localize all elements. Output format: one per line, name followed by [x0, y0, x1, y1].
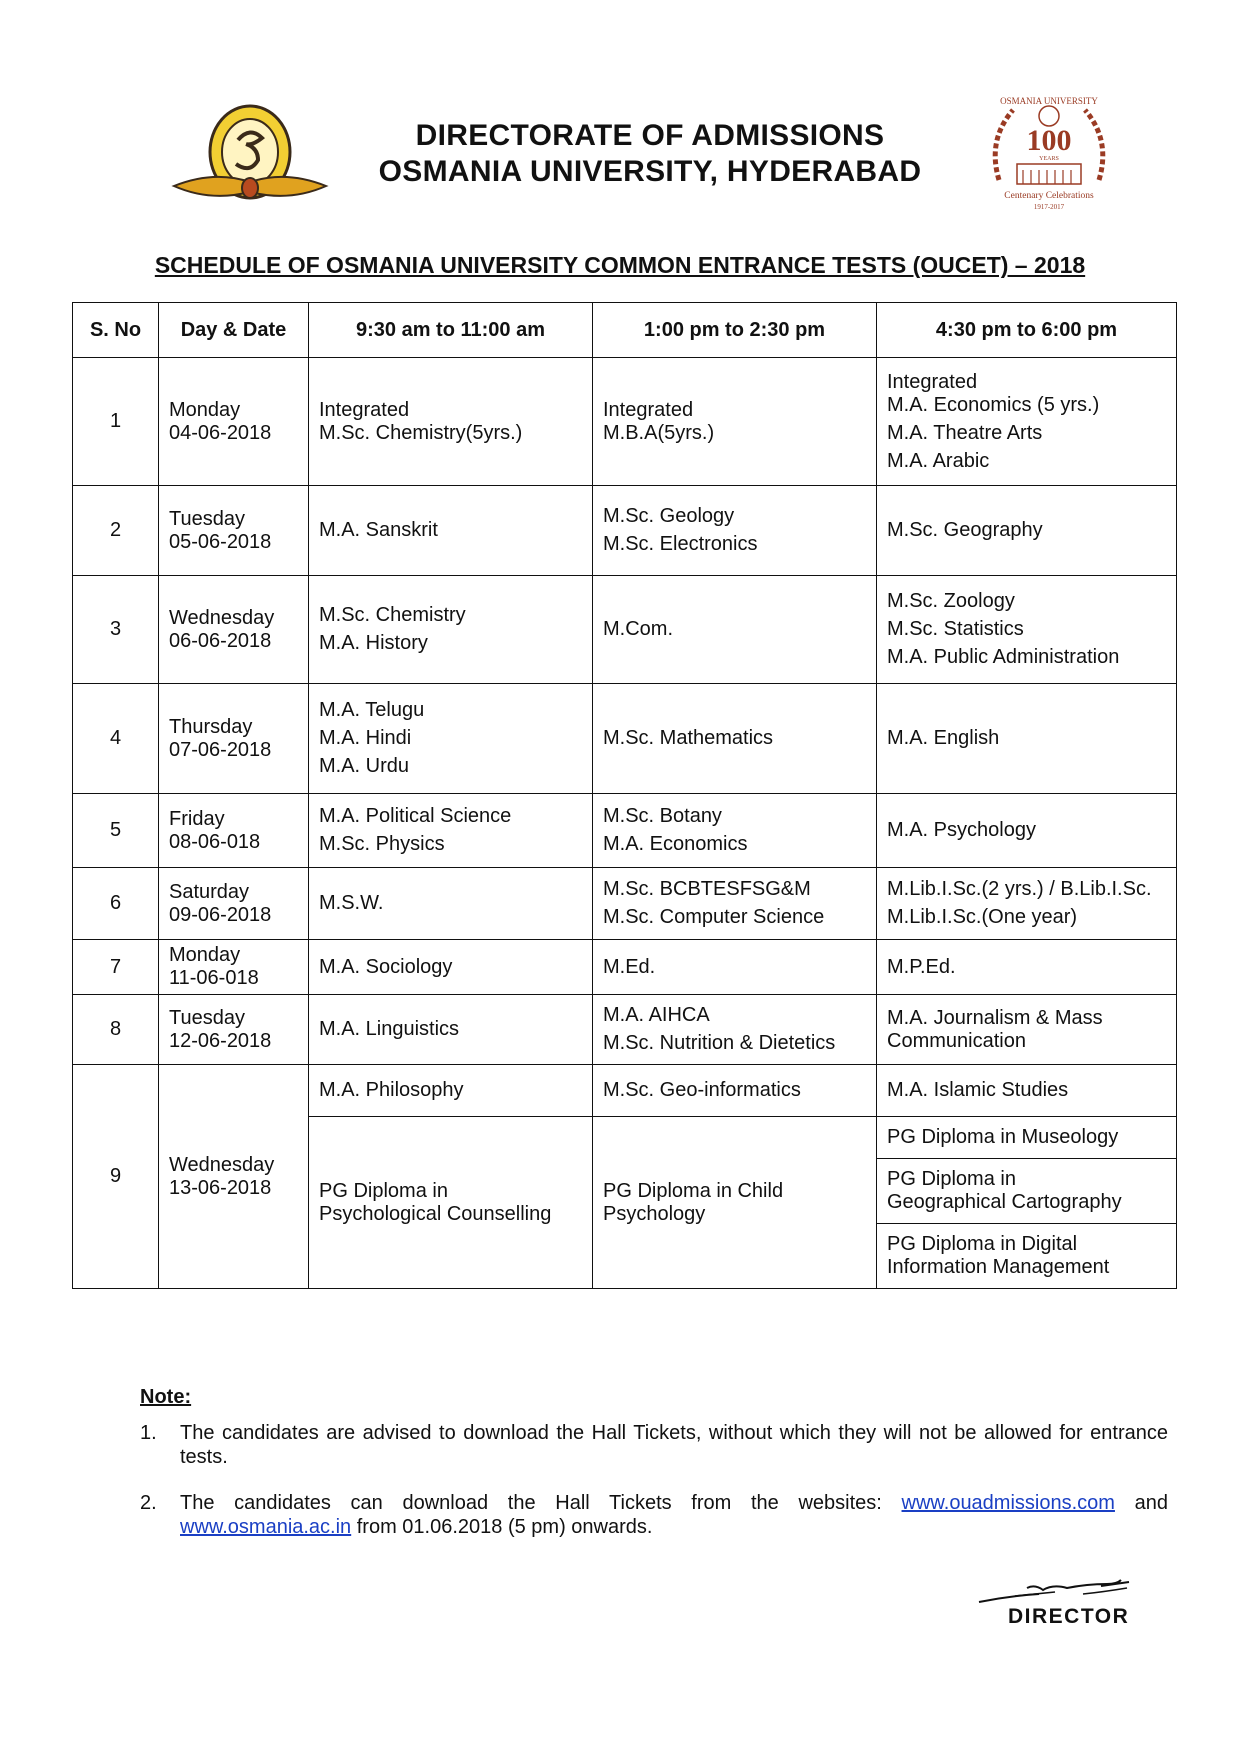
- table-row: [73, 1065, 1177, 1117]
- program-name: M.P.Ed.: [887, 955, 956, 978]
- slot1-cell: [309, 940, 593, 995]
- exam-date: 09-06-2018: [169, 903, 272, 926]
- header-morning-slot: 9:30 am to 11:00 am: [309, 303, 593, 358]
- note-text: The candidates are advised to download the Hall Tickets, without which they will not be allowed for entrance tests.: [180, 1422, 1168, 1468]
- slot3-cell: [877, 995, 1177, 1065]
- program-name: Integrated M.B.A(5yrs.): [603, 398, 715, 444]
- exam-date: 08-06-018: [169, 830, 261, 853]
- table-row: [73, 684, 1177, 794]
- exam-date: 05-06-2018: [169, 530, 272, 553]
- day-name: Friday: [169, 807, 225, 830]
- table-row: [73, 486, 1177, 576]
- program-name: PG Diploma in Geographical Cartography: [887, 1168, 1122, 1213]
- program-name: M.A. History: [319, 632, 428, 654]
- centenary-arc-text: OSMANIA UNIVERSITY: [1000, 96, 1098, 106]
- centenary-span: 1917-2017: [1033, 203, 1065, 211]
- program-name: M.A. Theatre Arts: [887, 421, 1043, 444]
- program-name: Integrated M.Sc. Chemistry(5yrs.): [319, 398, 523, 444]
- serial-number-cell: 7: [73, 940, 159, 995]
- program-name: M.Ed.: [603, 955, 656, 978]
- program-name: M.Sc. Geography: [887, 519, 1043, 541]
- centenary-years: YEARS: [1039, 156, 1059, 162]
- day-name: Tuesday: [169, 1006, 245, 1029]
- day-name: Monday: [169, 944, 241, 966]
- program-name: M.Lib.I.Sc.(One year): [887, 906, 1078, 928]
- exam-date: 12-06-2018: [169, 1029, 272, 1052]
- slot3-cell: [877, 1224, 1177, 1289]
- note-item-2: [140, 1491, 1168, 1539]
- slot1-cell: [309, 868, 593, 940]
- program-name: M.A. AIHCA: [603, 1004, 710, 1026]
- day-date-cell: [159, 576, 309, 684]
- schedule-body: [73, 358, 1177, 1289]
- day-name: Tuesday: [169, 507, 245, 530]
- slot1-cell: [309, 1117, 593, 1289]
- slot3-cell: [877, 576, 1177, 684]
- serial-number-cell: 9: [73, 1065, 159, 1289]
- link-osmania[interactable]: www.osmania.ac.in: [180, 1516, 352, 1538]
- slot3-cell: M.A. Islamic Studies: [877, 1065, 1177, 1117]
- program-name: M.A. Hindi: [319, 727, 412, 749]
- centenary-number: 100: [1026, 124, 1072, 157]
- table-row: [73, 995, 1177, 1065]
- slot3-cell: [877, 868, 1177, 940]
- centenary-caption: Centenary Celebrations: [1004, 191, 1094, 201]
- notes-section: [140, 1385, 1168, 1561]
- program-name: PG Diploma in Digital Information Management: [887, 1233, 1110, 1278]
- header-title-line2: OSMANIA UNIVERSITY, HYDERABAD: [378, 155, 922, 188]
- table-row: [73, 576, 1177, 684]
- slot1-cell: [309, 995, 593, 1065]
- note-number: 2.: [140, 1492, 157, 1514]
- note-label: Note:: [140, 1386, 192, 1408]
- program-name: PG Diploma in Child Psychology: [603, 1179, 784, 1225]
- serial-number-cell: 3: [73, 576, 159, 684]
- slot3-cell: [877, 1117, 1177, 1159]
- program-name: M.Sc. Electronics: [603, 533, 758, 555]
- program-name: M.A. Sanskrit: [319, 519, 438, 541]
- day-name: Monday: [169, 398, 241, 421]
- program-name: M.A. Linguistics: [319, 1018, 460, 1040]
- day-name: Saturday: [169, 880, 250, 903]
- program-name: M.Sc. Statistics: [887, 618, 1024, 640]
- osmania-university-crest-logo: [170, 102, 330, 212]
- serial-number-cell: 4: [73, 684, 159, 794]
- day-name: Wednesday: [169, 606, 275, 629]
- day-date-cell: [159, 684, 309, 794]
- program-name: M.Sc. Zoology: [887, 590, 1015, 612]
- note-text-suffix: from 01.06.2018 (5 pm) onwards.: [356, 1516, 653, 1538]
- program-name: M.Lib.I.Sc.(2 yrs.) / B.Lib.I.Sc.: [887, 878, 1152, 900]
- slot3-cell: [877, 794, 1177, 868]
- slot3-cell: [877, 358, 1177, 486]
- program-name: M.S.W.: [319, 892, 384, 914]
- serial-number-cell: 8: [73, 995, 159, 1065]
- slot3-cell: [877, 486, 1177, 576]
- slot2-cell: [593, 684, 877, 794]
- exam-date: 07-06-2018: [169, 738, 272, 761]
- program-name: M.A. Urdu: [319, 755, 410, 777]
- program-name: M.Sc. Mathematics: [603, 727, 774, 749]
- program-name: M.Sc. Nutrition & Dietetics: [603, 1032, 836, 1054]
- program-name: M.Sc. Computer Science: [603, 906, 825, 928]
- schedule-table: [72, 302, 1177, 1289]
- link-ouadmissions[interactable]: www.ouadmissions.com: [901, 1492, 1115, 1514]
- schedule-title: SCHEDULE OF OSMANIA UNIVERSITY COMMON ENTRANCE TESTS (OUCET) – 2018: [154, 252, 1086, 278]
- centenary-celebrations-logo: [985, 88, 1113, 218]
- program-name: M.A. Telugu: [319, 699, 425, 721]
- table-row: [73, 358, 1177, 486]
- program-name: M.Sc. Botany: [603, 805, 722, 827]
- day-name: Thursday: [169, 715, 253, 738]
- header-day-date: Day & Date: [159, 303, 309, 358]
- program-name: M.A. English: [887, 727, 1000, 749]
- note-text: [180, 1491, 1168, 1539]
- program-name: PG Diploma in Psychological Counselling: [319, 1179, 552, 1225]
- program-name: M.A. Arabic: [887, 449, 990, 472]
- day-date-cell: [159, 868, 309, 940]
- director-label: DIRECTOR: [1008, 1605, 1130, 1628]
- page-header: [340, 118, 960, 190]
- program-name: M.A. Political Science: [319, 805, 512, 827]
- slot2-cell: [593, 576, 877, 684]
- day-date-cell: [159, 995, 309, 1065]
- exam-date: 13-06-2018: [169, 1176, 272, 1199]
- slot2-cell: [593, 358, 877, 486]
- slot1-cell: M.A. Philosophy: [309, 1065, 593, 1117]
- slot2-cell: [593, 995, 877, 1065]
- serial-number-cell: 1: [73, 358, 159, 486]
- program-name: M.Sc. Geology: [603, 505, 735, 527]
- day-date-cell: [159, 486, 309, 576]
- serial-number-cell: 5: [73, 794, 159, 868]
- program-name: M.A. Sociology: [319, 955, 453, 978]
- table-header-row: [73, 303, 1177, 358]
- day-name: Wednesday: [169, 1153, 275, 1176]
- program-name: M.Com.: [603, 618, 673, 640]
- slot1-cell: [309, 576, 593, 684]
- slot2-cell: [593, 486, 877, 576]
- slot1-cell: [309, 486, 593, 576]
- program-name: M.A. Public Administration: [887, 646, 1120, 668]
- program-name: M.A. Psychology: [887, 819, 1036, 841]
- program-name: PG Diploma in Museology: [887, 1126, 1119, 1148]
- slot1-cell: [309, 794, 593, 868]
- note-item-1: [140, 1421, 1168, 1469]
- note-text-and: and: [1134, 1492, 1169, 1514]
- day-date-cell: [159, 1065, 309, 1289]
- note-text-prefix: The candidates can download the Hall Tickets from the websites:: [180, 1492, 882, 1514]
- slot1-cell: [309, 358, 593, 486]
- program-name: M.Sc. BCBTESFSG&M: [603, 878, 811, 900]
- exam-date: 04-06-2018: [169, 421, 272, 444]
- exam-date: 11-06-018: [169, 967, 259, 989]
- day-date-cell: [159, 794, 309, 868]
- program-name: M.Sc. Chemistry: [319, 604, 466, 626]
- note-number: 1.: [140, 1422, 157, 1444]
- header-evening-slot: 4:30 pm to 6:00 pm: [877, 303, 1177, 358]
- day-date-cell: [159, 940, 309, 995]
- serial-number-cell: 2: [73, 486, 159, 576]
- program-name: Integrated M.A. Economics (5 yrs.): [887, 370, 1100, 416]
- slot2-cell: [593, 868, 877, 940]
- slot3-cell: [877, 1159, 1177, 1224]
- program-name: M.A. Economics: [603, 833, 748, 855]
- header-title-line1: DIRECTORATE OF ADMISSIONS: [415, 119, 885, 152]
- slot3-cell: [877, 684, 1177, 794]
- program-name: M.A. Journalism & Mass Communication: [887, 1006, 1103, 1052]
- program-name: M.Sc. Physics: [319, 833, 445, 855]
- table-row: [73, 940, 1177, 995]
- slot2-cell: [593, 1117, 877, 1289]
- slot1-cell: [309, 684, 593, 794]
- day-date-cell: [159, 358, 309, 486]
- table-row: [73, 794, 1177, 868]
- table-row: [73, 868, 1177, 940]
- serial-number-cell: 6: [73, 868, 159, 940]
- slot2-cell: [593, 940, 877, 995]
- header-sno: S. No: [73, 303, 159, 358]
- slot3-cell: [877, 940, 1177, 995]
- slot2-cell: [593, 794, 877, 868]
- exam-date: 06-06-2018: [169, 629, 272, 652]
- header-afternoon-slot: 1:00 pm to 2:30 pm: [593, 303, 877, 358]
- slot2-cell: M.Sc. Geo-informatics: [593, 1065, 877, 1117]
